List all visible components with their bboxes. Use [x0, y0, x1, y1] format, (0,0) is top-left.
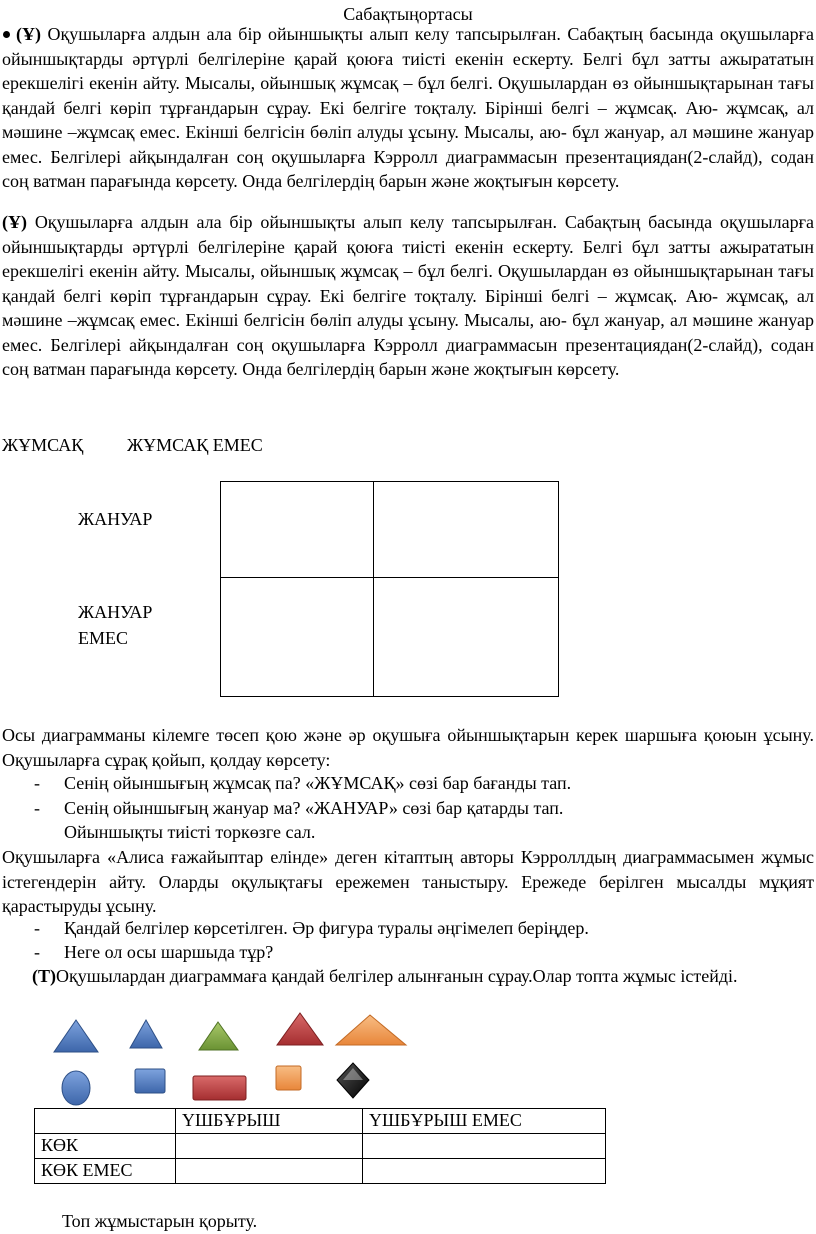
list-item-continuation: [34, 820, 794, 844]
list-item: [34, 940, 794, 964]
paragraph-text: Оқушылардан диаграммаға қандай белгілер алынғанын сұрау.Олар топта жұмыс істейді.: [56, 966, 738, 986]
table-cell: [363, 1159, 606, 1184]
table-header-cell: ҮШБҰРЫШ: [176, 1109, 363, 1134]
red-rectangle-icon: [193, 1076, 246, 1100]
table-cell: [176, 1159, 363, 1184]
carroll-diagram-grid: [220, 481, 559, 697]
dash-marker: -: [34, 942, 40, 962]
paragraph-text: Оқушыларға алдын ала бір ойыншықты алып келу тапсырылған. Сабақтың басында оқушыларға ойыншықтарды әртүрлі белгілеріне қарай қоюға тиісті екенін ескерту. Белгі бұл затты ажырататын ерекшелігі екенін айту. Мысалы, ойыншық жұмсақ – бұл белгі. Оқушылардан өз ойыншықтарынан тағы қандай белгі көріп тұрғандарын сұрау. Екі белгіге тоқталу. Бірінші белгі – жұмсақ. Аю- жұмсақ, ал мәшине –жұмсақ емес. Екінші белгісін бөліп алуды ұсыну. Мысалы, аю- бұл жануар, ал мәшине жануар емес. Белгілері айқындалған соң оқушыларға Кэрролл диаграммасын презентациядан(2-слайд), содан соң ватман парағында көрсету. Онда белгілердің барын және жоқтығын көрсету.: [2, 212, 814, 379]
bullet-icon: [3, 31, 10, 38]
dash-marker: -: [34, 798, 40, 818]
cell-not-soft-not-animal: [374, 578, 559, 697]
paragraph-marker: (Ұ): [16, 24, 41, 44]
cell-soft-not-animal: [221, 578, 374, 697]
table-row: [35, 1134, 606, 1159]
list-item: [34, 796, 794, 820]
table-cell: [363, 1134, 606, 1159]
dash-marker: -: [34, 773, 40, 793]
list-item-text: Неге ол осы шаршыда тұр?: [64, 942, 274, 962]
cell-not-soft-animal: [374, 482, 559, 578]
red-triangle-icon: [277, 1013, 323, 1045]
row-label-not-animal-line1: ЖАНУАР: [78, 602, 153, 622]
orange-square-icon: [276, 1066, 301, 1090]
paragraph-text: Оқушыларға алдын ала бір ойыншықты алып келу тапсырылған. Сабақтың басында оқушыларға ойыншықтарды әртүрлі белгілеріне қарай қоюға тиісті екенін ескерту. Белгі бұл затты ажырататын ерекшелігі екенін айту. Мысалы, ойыншық жұмсақ – бұл белгі. Оқушылардан өз ойыншықтарынан тағы қандай белгі көріп тұрғандарын сұрау. Екі белгіге тоқталу. Бірінші белгі – жұмсақ. Аю- жұмсақ, ал мәшине –жұмсақ емес. Екінші белгісін бөліп алуды ұсыну. Мысалы, аю- бұл жануар, ал мәшине жануар емес. Белгілері айқындалған соң оқушыларға Кэрролл диаграммасын презентациядан(2-слайд), содан соң ватман парағында көрсету. Онда белгілердің барын және жоқтығын көрсету.: [2, 24, 814, 191]
blue-triangle-large-icon: [54, 1020, 98, 1052]
black-diamond-icon: [337, 1063, 369, 1098]
cell-soft-animal: [221, 482, 374, 578]
blue-square-icon: [135, 1069, 165, 1093]
list-item: [34, 916, 794, 940]
list-item-text: Сенің ойыншығың жұмсақ па? «ЖҰМСАҚ» сөзі бар бағанды тап.: [64, 773, 572, 793]
table-cell: [176, 1134, 363, 1159]
list-item: [34, 771, 794, 795]
column-label-not-soft: ЖҰМСАҚ ЕМЕС: [127, 435, 263, 455]
paragraph-2: [2, 210, 814, 382]
paragraph-marker: (Т): [32, 966, 56, 986]
classification-table: [34, 1108, 606, 1184]
page-title: Сабақтыңортасы: [343, 4, 473, 24]
row-label-not-animal-line2: ЕМЕС: [78, 628, 129, 648]
list-item-text: Қандай белгілер көрсетілген. Әр фигура туралы әңгімелеп беріңдер.: [64, 918, 589, 938]
paragraph-5: [32, 964, 814, 989]
list-item-text: Ойыншықты тиісті торкөзге сал.: [64, 822, 316, 842]
list-item-text: Сенің ойыншығың жануар ма? «ЖАНУАР» сөзі бар қатарды тап.: [64, 798, 564, 818]
table-header-cell: ҮШБҰРЫШ ЕМЕС: [363, 1109, 606, 1134]
blue-oval-icon: [62, 1071, 90, 1105]
table-row-label: КӨК ЕМЕС: [35, 1159, 176, 1184]
diamond-highlight: [343, 1068, 363, 1080]
paragraph-4: Оқушыларға «Алиса ғажайыптар елінде» деген кітаптың авторы Кэрроллдың диаграммасымен жұмыс істегендерін айту. Оларды оқулықтағы ережемен таныстыру. Ережеде берілген мысалды мұқият қарастыруды ұсыну.: [2, 847, 814, 916]
paragraph-marker: (Ұ): [2, 212, 27, 232]
closing-text: Топ жұмыстарын қорыту.: [62, 1211, 258, 1231]
column-label-soft: ЖҰМСАҚ: [2, 435, 84, 455]
blue-triangle-small-icon: [130, 1020, 162, 1048]
orange-triangle-icon: [336, 1015, 406, 1045]
row-label-animal: ЖАНУАР: [78, 509, 153, 529]
paragraph-1: [2, 22, 814, 194]
table-header-row: [35, 1109, 606, 1134]
dash-marker: -: [34, 918, 40, 938]
table-row-label: КӨК: [35, 1134, 176, 1159]
green-triangle-icon: [199, 1022, 238, 1050]
table-row: [35, 1159, 606, 1184]
table-header-cell: [35, 1109, 176, 1134]
paragraph-3: Осы диаграмманы кілемге төсеп қою және әр оқушыға ойыншықтарын керек шаршыға қоюын ұсыну. Оқушыларға сұрақ қойып, қолдау көрсету:: [2, 725, 814, 770]
